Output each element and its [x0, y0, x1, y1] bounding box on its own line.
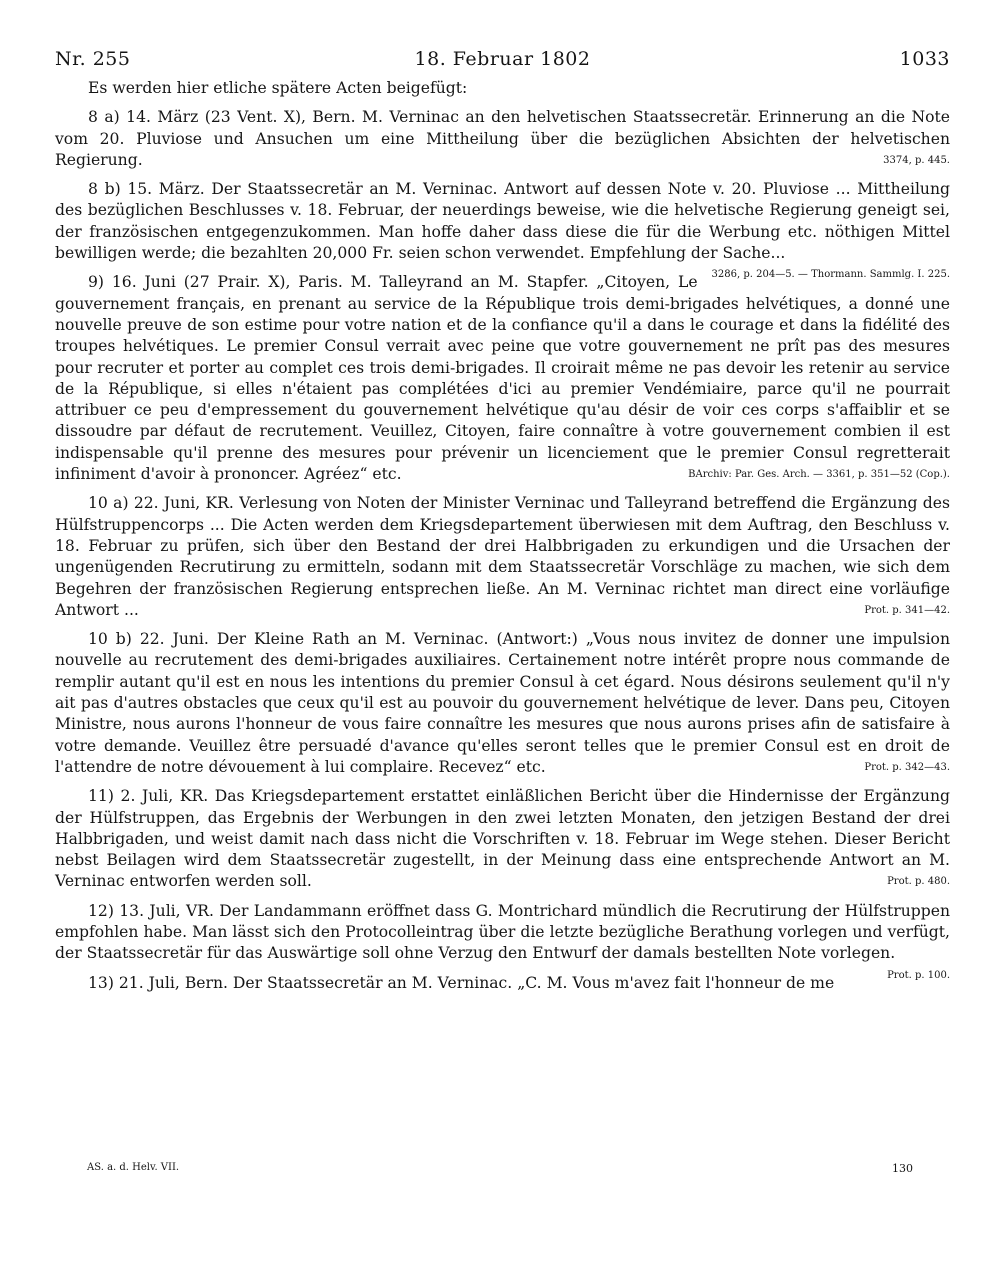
source-reference: 3374, p. 445. [883, 154, 950, 166]
paragraph-text: 10 a) 22. Juni, KR. Verlesung von Noten der Minister Verninac und Talleyrand betreffend die Ergänzung des Hülfstruppencorps ... Die Acten werden dem Kriegsdepartement überwiesen mit dem Auftrag, den Beschluss v. 18. Februar zu prüfen, sich über den Bestand der drei Halbbrigaden zu erkundigen und die Ursachen der ungenügenden Recrutirung zu ermitteln, sodann mit dem Staatssecretär Vorschläge zu machen, wie sich dem Begehren der französischen Regierung entsprechen ließe. An M. Verninac richtet man direct eine vorläufige Antwort ... [55, 494, 950, 619]
entry-10a [55, 493, 950, 621]
source-reference: 3286, p. 204—5. — Thormann. Sammlg. I. 225. [711, 269, 950, 281]
footer-sheet-number: 130 [892, 1162, 913, 1175]
intro-paragraph [55, 78, 950, 99]
page-number: 1033 [899, 48, 950, 70]
source-reference: Prot. p. 342—43. [864, 761, 950, 773]
paragraph-text: 9) 16. Juni (27 Prair. X), Paris. M. Talleyrand an M. Stapfer. „Citoyen, Le gouvernement français, en prenant au service de la République trois demi-brigades helvétiques, a donné une nouvelle preuve de son estime pour votre nation et de la confiance qu'il a dans le courage et dans la fidélité des troupes helvétiques. Le premier Consul verrait avec peine que votre gouvernement ne prît pas des mesures pour recruter et porter au complet ces trois demi-brigades. Il croirait même ne pas devoir les retenir au service de la République, si elles n'étaient pas complétées d'ici au premier Vendémiaire, parce qu'il ne pourrait attribuer ce peu d'empressement du gouvernement helvétique qu'au désir de voir ces corps s'affaiblir et se dissoudre par défaut de recrutement. Veuillez, Citoyen, faire connaître à votre gouvernement combien il est indispensable qu'il prenne des mesures pour prévenir un licenciement que le premier Consul regretterait infiniment d'avoir à prononcer. Agréez“ etc. [55, 273, 950, 484]
page-header [55, 48, 950, 78]
paragraph-text: 12) 13. Juli, VR. Der Landammann eröffnet dass G. Montrichard mündlich die Recrutirung der Hülfstruppen empfohlen habe. Man lässt sich den Protocolleintrag über die letzte bezügliche Berathung vorlegen und verfügt, der Staatssecretär für das Auswärtige soll ohne Verzug den Entwurf der damals bestellten Note vorlegen. [55, 901, 950, 963]
entry-9 [55, 272, 950, 485]
paragraph-text: 13) 21. Juli, Bern. Der Staatssecretär an M. Verninac. „C. M. Vous m'avez fait l'honneur de me [88, 973, 835, 992]
footer-collection: AS. a. d. Helv. VII. [87, 1162, 180, 1173]
document-number: Nr. 255 [55, 48, 131, 70]
entry-12 [55, 901, 950, 981]
source-reference: Prot. p. 480. [887, 876, 950, 888]
entry-11 [55, 786, 950, 892]
source-reference: Prot. p. 341—42. [864, 604, 950, 616]
document-page [55, 48, 950, 996]
entry-8b [55, 179, 950, 281]
document-date: 18. Februar 1802 [414, 48, 591, 70]
source-reference: BArchiv: Par. Ges. Arch. — 3361, p. 351—52 (Cop.). [688, 469, 950, 481]
paragraph-text: 8 a) 14. März (23 Vent. X), Bern. M. Verninac an den helvetischen Staatssecretär. Erinnerung an die Note vom 20. Pluviose und Ansuchen um eine Mittheilung über die bezüglichen Absichten der helvetischen Regierung. [55, 108, 950, 169]
paragraph-text: 10 b) 22. Juni. Der Kleine Rath an M. Verninac. (Antwort:) „Vous nous invitez de donner une impulsion nouvelle au recrutement des demi-brigades auxiliaires. Certainement notre intérêt propre nous commande de remplir autant qu'il est en nous les intentions du premier Consul à cet égard. Nous désirons seulement qu'il n'y ait pas d'autres obstacles que ceux qu'il est au pouvoir du gouvernement helvétique de lever. Dans peu, Citoyen Ministre, nous aurons l'honneur de vous faire connaître les mesures que nous aurons prises afin de satisfaire à votre demande. Veuillez être persuadé d'avance qu'elles seront telles que le premier Consul est en droit de l'attendre de notre dévouement à lui complaire. Recevez“ etc. [55, 630, 950, 776]
source-reference: Prot. p. 100. [887, 969, 950, 981]
entry-10b [55, 629, 950, 778]
paragraph-text: Es werden hier etliche spätere Acten beigefügt: [88, 79, 468, 97]
entry-13 [55, 973, 950, 994]
paragraph-text: 8 b) 15. März. Der Staatssecretär an M. Verninac. Antwort auf dessen Note v. 20. Pluviose ... Mittheilung des bezüglichen Beschlusses v. 18. Februar, der neuerdings beweise, wie die helvetische Regierung geneigt sei, der französischen entgegenzukommen. Man hoffe daher dass diese die für die Werbung etc. nöthigen Mittel bewilligen werde; die bezahlten 20,000 Fr. seien schon verwendet. Empfehlung der Sache... [55, 180, 950, 263]
document-body [55, 78, 950, 994]
entry-8a [55, 107, 950, 171]
paragraph-text: 11) 2. Juli, KR. Das Kriegsdepartement erstattet einläßlichen Bericht über die Hindernisse der Ergänzung der Hülfstruppen, das Ergebnis der Werbungen in den zwei letzten Monaten, den jetzigen Bestand der drei Halbbrigaden, und weist damit nach dass nicht die Vorschriften v. 18. Februar im Wege stehen. Dieser Bericht nebst Beilagen wird dem Staatssecretär zugestellt, in der Meinung dass eine entsprechende Antwort an M. Verninac entworfen werden soll. [55, 787, 950, 891]
